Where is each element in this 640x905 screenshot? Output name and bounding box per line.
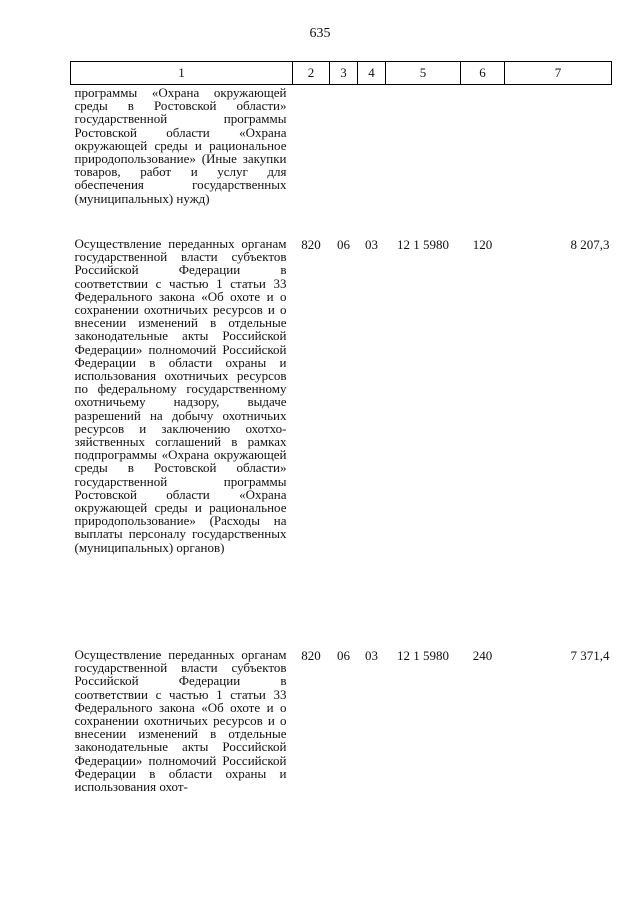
budget-table (70, 61, 612, 793)
row-description: Осуществление переданных органам государственной власти субъектов Российской Федерации в соответствии с частью 1 статьи 33 Федерального закона «Об охоте и о сохранении охотничьих ресурсов и о внесении изменений в отдельные законодательные акты Российской Федерации» полномочий Российской Федерации в области охраны и использования охот- (74, 647, 287, 795)
column-header-1: 1 (71, 62, 293, 85)
row-code-target (386, 85, 461, 237)
table-row (71, 85, 612, 237)
row-code-ministry: 820 (301, 237, 321, 252)
row-code-expense-type: 120 (472, 237, 493, 252)
row-code-subsection (358, 85, 386, 237)
row-code-section: 06 (337, 237, 350, 252)
table-header-row (71, 62, 612, 85)
row-code-target: 12 1 5980 (397, 648, 449, 663)
column-header-3: 3 (330, 62, 358, 85)
row-amount: 8 207,3 (570, 237, 610, 252)
row-code-ministry: 820 (301, 648, 321, 663)
row-amount (505, 85, 612, 237)
column-header-5: 5 (386, 62, 461, 85)
table-row (71, 647, 612, 793)
row-code-expense-type (461, 85, 505, 237)
column-header-4: 4 (358, 62, 386, 85)
row-code-ministry (293, 85, 330, 237)
column-header-7: 7 (505, 62, 612, 85)
column-header-6: 6 (461, 62, 505, 85)
row-code-section: 06 (337, 648, 350, 663)
row-code-target: 12 1 5980 (397, 237, 449, 252)
row-code-expense-type: 240 (472, 648, 493, 663)
page-number: 635 (309, 26, 331, 41)
row-description: программы «Охрана окружающей среды в Ростовской области» государственной программы Ростовской области «Охрана окружающей среды и рациональное природопользование» (Иные закупки товаров, работ и услуг для обеспечения государственных (муниципальных) нужд) (74, 85, 287, 206)
row-code-section (330, 85, 358, 237)
row-amount: 7 371,4 (570, 648, 610, 663)
column-header-2: 2 (293, 62, 330, 85)
table-row (71, 236, 612, 647)
row-code-subsection: 03 (365, 237, 378, 252)
row-code-subsection: 03 (365, 648, 378, 663)
row-description: Осуществление переданных органам государственной власти субъектов Российской Федерации в соответствии с частью 1 статьи 33 Федерального закона «Об охоте и о сохранении охотничьих ресурсов и о внесении изменений в отдельные законодательные акты Российской Федерации» полномочий Российской Федерации в области охраны и использования охотничьих ресурсов по федеральному государственному охотничьему надзору, выдаче разрешений на добычу охотничьих ресурсов и заключению охотхозяйственных соглашений в рамках подпрограммы «Охрана окружающей среды в Ростовской области» государственной программы Ростовской области «Охрана окружающей среды и рациональное природопользование» (Расходы на выплаты персоналу государственных (муниципальных) органов) (74, 236, 287, 555)
